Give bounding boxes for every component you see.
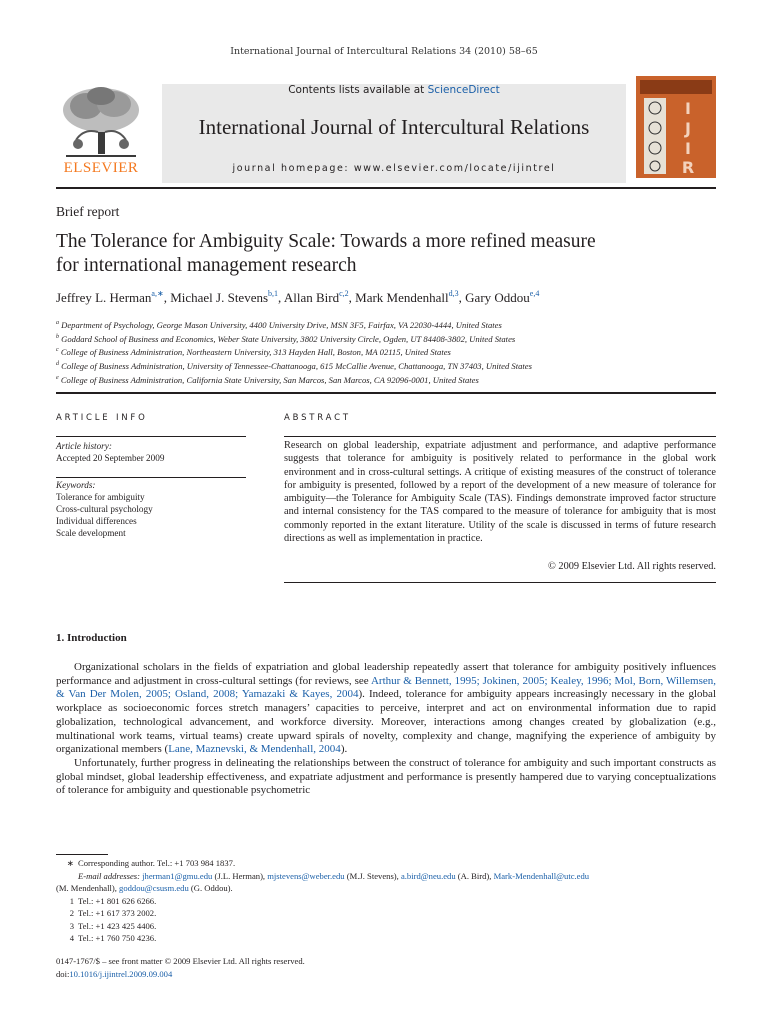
email-link[interactable]: Mark-Mendenhall@utc.edu	[493, 870, 590, 881]
abstract-copyright: © 2009 Elsevier Ltd. All rights reserved.	[548, 561, 716, 572]
footnote-mark: 1	[69, 895, 74, 906]
history-label: Article history:	[56, 441, 112, 451]
author-name: Jeffrey L. Herman	[56, 290, 152, 305]
footnotes	[56, 857, 736, 945]
affiliation-text: College of Business Administration, University of Tennessee-Chattanooga, 615 McCallie Avenue, Chattanooga, TN 37403, United States	[61, 360, 532, 371]
keywords-rule	[56, 477, 246, 478]
article-info-heading: ARTICLE INFO	[56, 413, 148, 423]
footnote-mark: 3	[69, 920, 74, 931]
affiliation-mark: a	[56, 320, 59, 326]
footnote-emails-continued	[56, 882, 736, 895]
article-info-rule	[56, 436, 246, 437]
abstract-bottom-rule	[284, 582, 716, 583]
footnote-emails	[56, 870, 736, 883]
history-value: Accepted 20 September 2009	[56, 453, 165, 463]
article-title-line-2: for international management research	[56, 255, 357, 276]
publisher-wordmark: ELSEVIER	[63, 160, 139, 176]
cover-letter-1: I	[685, 99, 691, 118]
email-owner: (M.J. Stevens),	[344, 870, 401, 881]
abstract-heading: ABSTRACT	[284, 413, 351, 423]
email-owner: (A. Bird),	[455, 870, 494, 881]
sciencedirect-link[interactable]: ScienceDirect	[427, 84, 500, 96]
footnote-mark: ∗	[66, 858, 74, 868]
abstract-text: Research on global leadership, expatriate adjustment and performance, and adaptive performance suggests that tolerance for ambiguity is positively related to performance in the global work environment and in cross-cultural settings. A critique of existing measures of the construct of tolerance for ambiguity is presented, followed by a report of the development of a new measure of tolerance for ambiguity—the Tolerance for Ambiguity Scale (TAS). Findings demonstrate improved factor structure and internal consistency for the TAS compared to the measure of tolerance for ambiguity that is most commonly reported in the extant literature. Utility of the scale is discussed in terms of future research directions as well as implementation in practice.	[284, 440, 716, 545]
introduction-body	[56, 661, 716, 798]
footnote-corresponding	[56, 857, 736, 870]
affiliation-text: College of Business Administration, California State University, San Marcos, San Marcos, CA 92096-0001, United States	[60, 374, 479, 385]
citation-link[interactable]: Arthur & Bennett, 1995; Jokinen, 2005; Kealey, 1996; Mol, Born, Willemsen, & Van Der Molen, 2005; Osland, 2008; Yamazaki & Kayes, 2004	[56, 674, 716, 701]
author-affiliation-mark[interactable]: d,3	[448, 289, 459, 298]
email-link[interactable]: jherman1@gmu.edu	[142, 870, 213, 881]
keyword-item: Individual differences	[56, 516, 137, 526]
cover-letter-3: I	[685, 139, 691, 158]
footnote-text: Tel.: +1 423 425 4406.	[78, 920, 157, 931]
article-title-line-1: The Tolerance for Ambiguity Scale: Towards a more refined measure	[56, 231, 596, 252]
author-affiliation-mark[interactable]: e,4	[529, 289, 540, 298]
contents-prefix: Contents lists available at	[288, 84, 428, 96]
doi-line	[56, 968, 305, 981]
author-separator: ,	[458, 290, 466, 305]
author-name: Allan Bird	[283, 290, 340, 305]
author-separator: ,	[278, 290, 284, 305]
running-head: International Journal of Intercultural Relations 34 (2010) 58–65	[230, 46, 538, 57]
keyword-item: Tolerance for ambiguity	[56, 492, 145, 502]
footnote-mark: 2	[69, 908, 74, 918]
affiliation-item	[56, 373, 736, 387]
author-separator: ,	[348, 290, 356, 305]
abstract-top-rule	[284, 436, 716, 437]
author-affiliation-mark[interactable]: a,∗	[151, 289, 164, 298]
email-link[interactable]: mjstevens@weber.edu	[267, 870, 345, 881]
paragraph-text: ). Indeed, tolerance for ambiguity appears increasingly necessary in the global workplace as socioeconomic forces stretch managers’ capacities to perceive, interpret and act on environmental information due to rapid globalization, technological advancement, and workforce diversity. Moreover, interactions among changes created by globalization (e.g., multinational work teams, virtual teams) create upward spirals of novelty, complexity and change, magnifying the experience of ambiguity by organizational members (	[56, 688, 717, 756]
footnote-tel	[56, 932, 736, 945]
email-owner: (G. Oddou).	[188, 883, 233, 893]
paragraph	[56, 661, 716, 757]
affiliation-mark: c	[56, 347, 59, 354]
cover-letter-2: J	[685, 119, 691, 138]
paragraph: Unfortunately, further progress in delineating the relationships between the construct of tolerance for ambiguity and such important constructs as global mindset, global leadership effectiveness, and expatriate adjustment and performance is presently hampered due to varying conceptualizations of tolerance for ambiguity and questionable psychometric	[56, 756, 716, 797]
affiliation-mark: e	[56, 374, 59, 381]
page-footer	[56, 955, 305, 980]
email-link[interactable]: goddou@csusm.edu	[119, 883, 189, 893]
paragraph-text: Organizational scholars in the fields of expatriation and global leadership repeatedly assert that tolerance for ambiguity positively influences performance and adjustment in cross-cultural settings (for reviews, see	[56, 661, 716, 687]
masthead-rule	[56, 187, 716, 189]
email-owner: (M. Mendenhall),	[56, 883, 120, 893]
paragraph-text: ).	[340, 743, 348, 756]
footnote-text: Tel.: +1 760 750 4236.	[78, 933, 157, 943]
keyword-item: Cross-cultural psychology	[56, 504, 153, 514]
affiliation-item	[56, 318, 736, 332]
affiliation-text: Goddard School of Business and Economics, Weber State University, 3802 University Circle, Ogden, UT 84408-3802, United States	[61, 333, 516, 344]
footnote-rule	[56, 854, 108, 855]
footnote-tel	[56, 920, 736, 933]
header-rule	[56, 392, 716, 394]
affiliation-item	[56, 345, 736, 359]
article-history	[56, 440, 246, 464]
affiliation-text: College of Business Administration, Northeastern University, 313 Hayden Hall, Boston, MA 02115, United States	[60, 347, 451, 358]
author-affiliation-mark[interactable]: b,1	[268, 289, 279, 298]
article-type: Brief report	[56, 204, 120, 219]
affiliation-text: Department of Psychology, George Mason University, 4400 University Drive, MSN 3F5, Fairfax, VA 22030-4444, United States	[61, 319, 502, 330]
author-name: Gary Oddou	[465, 290, 530, 305]
email-owner: (J.L. Herman),	[212, 870, 268, 881]
affiliation-list	[56, 318, 736, 386]
author-name: Michael J. Stevens	[170, 290, 269, 305]
article-title	[56, 230, 716, 278]
affiliation-item	[56, 332, 736, 346]
journal-title: International Journal of Intercultural Relations	[198, 115, 590, 139]
footnote-text: Tel.: +1 801 626 6266.	[78, 895, 157, 906]
footnote-text: Tel.: +1 617 373 2002.	[78, 908, 157, 918]
footnote-mark: 4	[69, 933, 74, 943]
affiliation-item	[56, 359, 736, 373]
section-heading-introduction: 1. Introduction	[56, 632, 127, 644]
journal-homepage[interactable]: journal homepage: www.elsevier.com/locate/ijintrel	[232, 163, 556, 174]
elsevier-tree-logo	[56, 84, 146, 160]
affiliation-mark: b	[56, 333, 59, 340]
footnote-tel	[56, 907, 736, 920]
keywords-label: Keywords:	[56, 480, 96, 490]
email-link[interactable]: a.bird@neu.edu	[400, 870, 456, 881]
citation-link[interactable]: Lane, Maznevski, & Mendenhall, 2004	[168, 743, 341, 756]
journal-cover-image	[636, 76, 716, 178]
author-affiliation-mark[interactable]: c,2	[339, 289, 349, 298]
author-name: Mark Mendenhall	[355, 290, 449, 305]
doi-link[interactable]: 10.1016/j.ijintrel.2009.09.004	[69, 968, 173, 979]
keyword-list	[56, 479, 246, 539]
footnote-text: Corresponding author. Tel.: +1 703 984 1837.	[78, 858, 236, 868]
contents-line	[162, 84, 626, 96]
author-list	[56, 289, 736, 306]
doi-label: doi:	[56, 968, 70, 979]
author-separator: ,	[163, 290, 171, 305]
cover-letter-4: R	[681, 158, 695, 177]
affiliation-mark: d	[56, 360, 59, 367]
keyword-item: Scale development	[56, 528, 126, 538]
footnote-tel	[56, 895, 736, 908]
issn-line: 0147-1767/$ – see front matter © 2009 Elsevier Ltd. All rights reserved.	[56, 956, 305, 966]
email-label: E-mail addresses:	[78, 870, 140, 881]
